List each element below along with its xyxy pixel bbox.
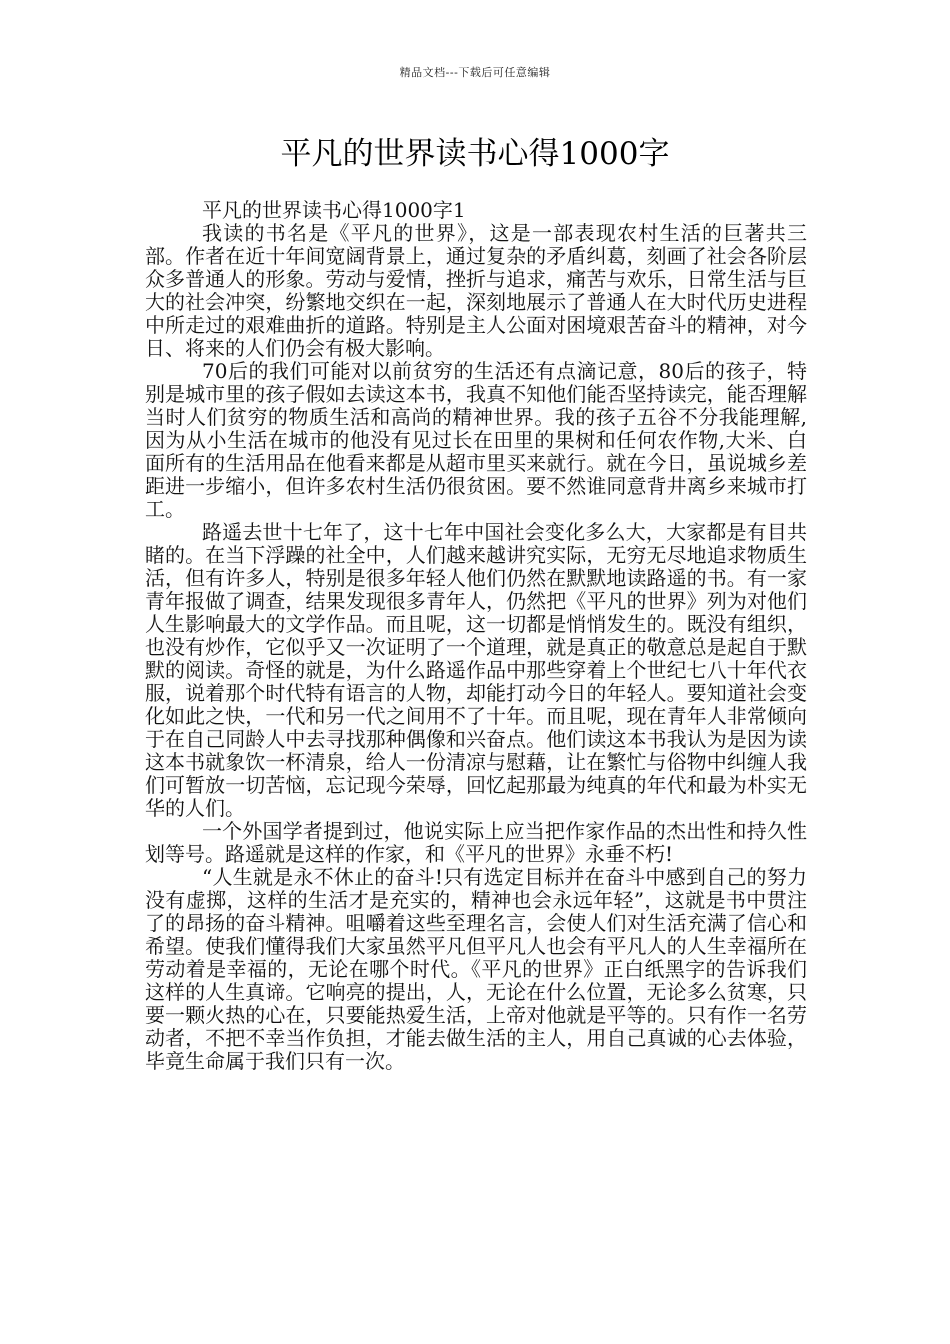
paragraph-3: 路遥去世十七年了，这十七年中国社会变化多么大，大家都是有目共睹的。在当下浮躁的社全中，人们越来越讲究实际，无穷无尽地追求物质生活，但有许多人，特别是很多年轻人他们仍然在默默地读路遥的书。有一家青年报做了调查，结果发现很多青年人，仍然把《平凡的世界》列为对他们人生影响最大的文学作品。而且呢，这一切都是悄悄发生的。既没有组织，也没有炒作，它似乎又一次证明了一个道理，就是真正的敬意总是起自于默默的阅读。奇怪的就是，为什么路遥作品中那些穿着上个世纪七八十年代衣服，说着那个时代特有语言的人物，却能打动今日的年轻人。要知道社会变化如此之快，一代和另一代之间用不了十年。而且呢，现在青年人非常倾向于在自己同龄人中去寻找那种偶像和兴奋点。他们读这本书我认为是因为读这本书就象饮一杯清泉，给人一份清凉与慰藉，让在繁忙与俗物中纠缠人我们可暂放一切苦恼，忘记现今荣辱，回忆起那最为纯真的年代和最为朴实无华的人们。 [145, 520, 807, 820]
header-note: 精品文档---下载后可任意编辑 [399, 66, 551, 79]
document-body [145, 199, 807, 1073]
section-heading: 平凡的世界读书心得1000字1 [202, 198, 466, 222]
document-title: 平凡的世界读书心得1000字 [280, 136, 670, 172]
paragraph-5: “人生就是永不休止的奋斗!只有选定目标并在奋斗中感到自己的努力没有虚掷，这样的生活才是充实的，精神也会永远年轻”，这就是书中贯注了的昂扬的奋斗精神。咀嚼着这些至理名言，会使人们对生活充满了信心和希望。使我们懂得我们大家虽然平凡但平凡人也会有平凡人的人生幸福所在劳动着是幸福的，无论在哪个时代。《平凡的世界》正白纸黑字的告诉我们这样的人生真谛。它响亮的提出，人，无论在什么位置，无论多么贫寒，只要一颗火热的心在，只要能热爱生活，上帝对他就是平等的。只有作一名劳动者，不把不幸当作负担，才能去做生活的主人，用自己真诚的心去体验，毕竟生命属于我们只有一次。 [145, 865, 807, 1073]
paragraph-1: 我读的书名是《平凡的世界》，这是一部表现农村生活的巨著共三部。作者在近十年间宽阔背景上，通过复杂的矛盾纠葛，刻画了社会各阶层众多普通人的形象。劳动与爱情，挫折与追求，痛苦与欢乐，日常生活与巨大的社会冲突，纷繁地交织在一起，深刻地展示了普通人在大时代历史进程中所走过的艰难曲折的道路。特别是主人公面对困境艰苦奋斗的精神，对今日、将来的人们仍会有极大影响。 [145, 221, 807, 360]
paragraph-4: 一个外国学者提到过，他说实际上应当把作家作品的杰出性和持久性划等号。路遥就是这样的作家，和《平凡的世界》永垂不朽! [145, 819, 807, 866]
paragraph-2: 70后的我们可能对以前贫穷的生活还有点滴记意，80后的孩子，特别是城市里的孩子假如去读这本书，我真不知他们能否坚持读完，能否理解当时人们贫穷的物质生活和高尚的精神世界。我的孩子五谷不分我能理解,因为从小生活在城市的他没有见过长在田里的果树和任何农作物,大米、白面所有的生活用品在他看来都是从超市里买来就行。就在今日，虽说城乡差距进一步缩小，但许多农村生活仍很贫困。要不然谁同意背井离乡来城市打工。 [145, 359, 807, 521]
